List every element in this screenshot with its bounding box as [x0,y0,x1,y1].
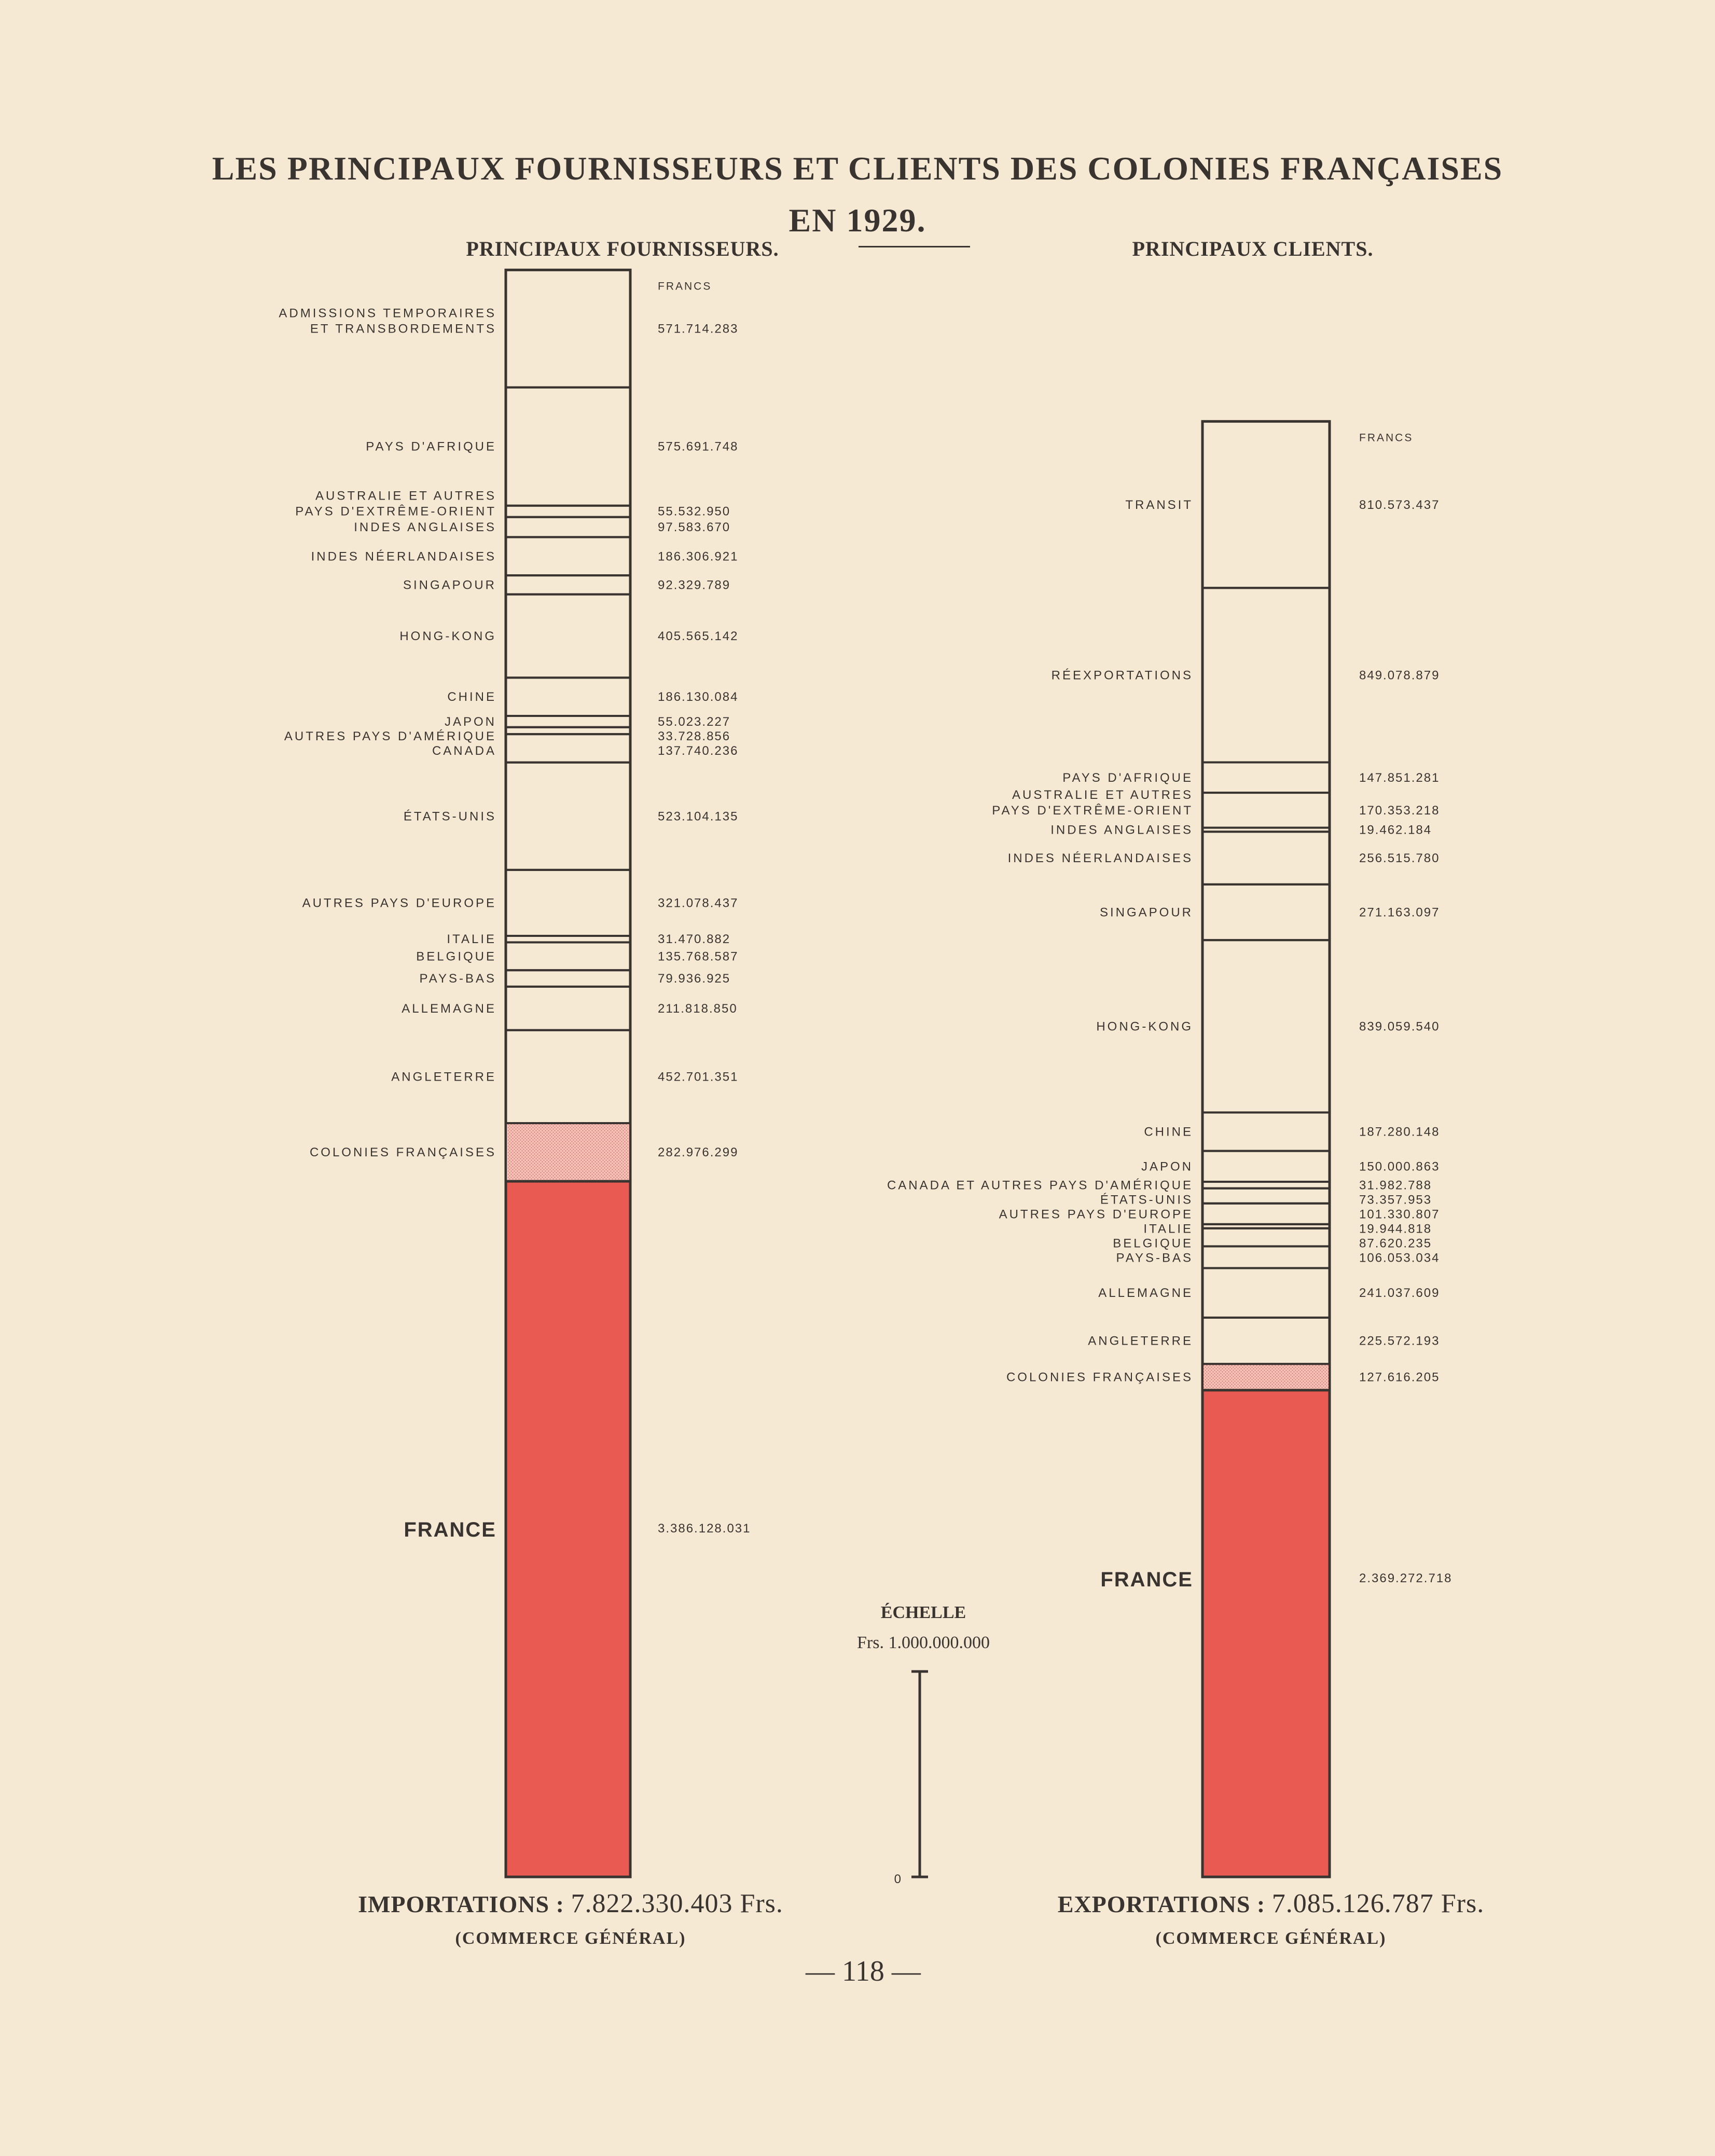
segment-value: 33.728.856 [658,729,731,743]
segment-value: 31.982.788 [1359,1178,1432,1193]
bar-segment [506,1181,630,1877]
bar-segment [1202,1151,1330,1182]
segment-value: 571.714.283 [658,322,739,336]
bar-segment [506,870,630,936]
bar-segment [1202,1228,1330,1247]
bar-segment [506,763,630,870]
segment-value: 256.515.780 [1359,851,1440,866]
segment-label: HONG-KONG [399,629,496,644]
bar-segment [506,388,630,506]
segment-value: 137.740.236 [658,743,739,758]
title-line-2: EN 1929. [789,202,926,239]
scale-bar [894,1671,928,1886]
segment-label: ALLEMAGNE [1098,1286,1193,1301]
segment-value: 321.078.437 [658,896,739,910]
segment-value: 73.357.953 [1359,1193,1432,1207]
segment-value: 19.462.184 [1359,823,1432,837]
segment-value: 147.851.281 [1359,770,1440,785]
segment-value: 452.701.351 [658,1070,739,1084]
bar-segment [506,678,630,716]
segment-label: TRANSIT [1125,497,1193,512]
segment-value: 271.163.097 [1359,905,1440,920]
segment-label: ÉTATS-UNIS [1100,1193,1193,1207]
segment-value: 186.306.921 [658,549,739,564]
segment-value: 135.768.587 [658,949,739,964]
segment-label: PAYS D'AFRIQUE [366,439,496,454]
segment-label: INDES ANGLAISES [354,520,496,535]
bar-segment [506,734,630,763]
imports-bar [279,270,751,1877]
segment-label: PAYS D'AFRIQUE [1062,770,1193,785]
segment-label: SINGAPOUR [403,578,496,592]
segment-value: 575.691.748 [658,439,739,454]
segment-label: ITALIE [447,932,496,947]
bar-segment [1202,1364,1330,1390]
segment-value: 55.532.950 [658,504,731,519]
segment-label: INDES ANGLAISES [1050,823,1193,837]
segment-value: 87.620.235 [1359,1236,1432,1251]
segment-label: COLONIES FRANÇAISES [1006,1370,1193,1385]
unit-label: FRANCS [1359,432,1414,444]
segment-label: CANADA ET AUTRES PAYS D'AMÉRIQUE [887,1178,1193,1193]
segment-value: 3.386.128.031 [658,1522,751,1536]
segment-value: 225.572.193 [1359,1334,1440,1348]
segment-value: 106.053.034 [1359,1251,1440,1265]
bar-segment [1202,588,1330,762]
bar-segment [506,517,630,537]
scale-title: ÉCHELLE [880,1603,966,1622]
bar-segment [506,942,630,970]
segment-label: ÉTATS-UNIS [403,809,496,824]
segment-value: 282.976.299 [658,1145,739,1160]
segment-value: 79.936.925 [658,972,731,986]
segment-label: ANGLETERRE [391,1070,496,1084]
bar-segment [506,270,630,387]
unit-label: FRANCS [658,280,712,293]
bar-segment [1202,1318,1330,1364]
segment-value: 810.573.437 [1359,497,1440,512]
segment-value: 31.470.882 [658,932,731,947]
bar-segment [506,970,630,987]
exports-total [1012,1888,1530,1919]
bar-segment [506,716,630,727]
bar-segment [506,575,630,595]
segment-label: JAPON [1141,1159,1193,1174]
segment-value: 849.078.879 [1359,668,1440,683]
segment-label: COLONIES FRANÇAISES [309,1145,496,1160]
segment-label: FRANCE [404,1518,496,1541]
page-number: — 118 — [806,1955,921,1987]
segment-value: 97.583.670 [658,520,731,535]
bar-segment [1202,763,1330,793]
segment-value: 150.000.863 [1359,1159,1440,1174]
bar-segment [506,1123,630,1181]
suppliers-heading: PRINCIPAUX FOURNISSEURS. [466,237,779,260]
segment-value: 19.944.818 [1359,1222,1432,1236]
exports-total-value: 7.085.126.787 Frs. [1271,1889,1485,1918]
bar-segment [1202,832,1330,884]
exports-total-prefix: EXPORTATIONS : [1057,1891,1266,1917]
imports-total [311,1888,830,1919]
segment-label: ADMISSIONS TEMPORAIRES ET TRANSBORDEMENTS [279,306,496,336]
segment-label: PAYS-BAS [1116,1251,1193,1265]
bar-segment [506,1030,630,1123]
imports-total-value: 7.822.330.403 Frs. [571,1889,783,1918]
bar-segment [1202,1188,1330,1204]
imports-total-prefix: IMPORTATIONS : [358,1891,564,1917]
segment-value: 170.353.218 [1359,803,1440,818]
bar-segment [506,595,630,678]
bar-segment [506,537,630,575]
segment-label: JAPON [444,714,496,729]
segment-value: 55.023.227 [658,714,731,729]
segment-value: 2.369.272.718 [1359,1571,1453,1585]
segment-value: 405.565.142 [658,629,739,644]
segment-value: 241.037.609 [1359,1286,1440,1301]
segment-value: 211.818.850 [658,1001,738,1016]
bar-segment [1202,1390,1330,1877]
segment-label: ANGLETERRE [1088,1334,1193,1348]
segment-label: FRANCE [1100,1568,1193,1591]
segment-label: INDES NÉERLANDAISES [311,549,496,564]
bar-segment [1202,1268,1330,1317]
segment-label: SINGAPOUR [1099,905,1193,920]
segment-value: 186.130.084 [658,690,739,704]
segment-value: 187.280.148 [1359,1125,1440,1139]
bar-segment [506,506,630,517]
bar-segment [1202,1204,1330,1224]
bar-segment [1202,884,1330,940]
segment-value: 127.616.205 [1359,1370,1440,1385]
segment-label: HONG-KONG [1096,1019,1193,1034]
segment-label: AUSTRALIE ET AUTRES PAYS D'EXTRÊME-ORIENT [992,787,1193,818]
segment-value: 523.104.135 [658,809,739,824]
segment-label: ITALIE [1143,1222,1193,1236]
bar-segment [1202,1112,1330,1151]
bar-segment [1202,940,1330,1112]
segment-label: BELGIQUE [1113,1236,1193,1251]
clients-heading: PRINCIPAUX CLIENTS. [1132,237,1374,260]
segment-label: CHINE [1144,1125,1193,1139]
exports-note: (COMMERCE GÉNÉRAL) [1155,1929,1387,1948]
bar-segment [1202,421,1330,588]
segment-label: ALLEMAGNE [402,1001,496,1016]
bar-segment [1202,793,1330,827]
exports-bar [887,421,1453,1877]
segment-label: INDES NÉERLANDAISES [1007,851,1193,866]
bar-segment [506,727,630,734]
segment-value: 101.330.807 [1359,1207,1440,1222]
segment-label: PAYS-BAS [419,972,496,986]
bar-segment [1202,1246,1330,1268]
segment-label: BELGIQUE [416,949,496,964]
segment-label: AUTRES PAYS D'EUROPE [999,1207,1193,1222]
scale-zero-label: 0 [894,1872,902,1886]
segment-label: RÉEXPORTATIONS [1051,668,1193,683]
title-line-1: LES PRINCIPAUX FOURNISSEURS ET CLIENTS DES COLONIES FRANÇAISES [212,150,1503,187]
segment-value: 839.059.540 [1359,1019,1440,1034]
segment-label: AUTRES PAYS D'EUROPE [302,896,496,910]
bar-segment [506,987,630,1030]
segment-value: 92.329.789 [658,578,731,592]
segment-label: AUSTRALIE ET AUTRES PAYS D'EXTRÊME-ORIENT [295,489,496,519]
segment-label: CANADA [432,743,496,758]
segment-label: AUTRES PAYS D'AMÉRIQUE [284,729,496,743]
scale-value: Frs. 1.000.000.000 [857,1633,990,1652]
imports-note: (COMMERCE GÉNÉRAL) [455,1929,686,1948]
segment-label: CHINE [447,690,496,704]
